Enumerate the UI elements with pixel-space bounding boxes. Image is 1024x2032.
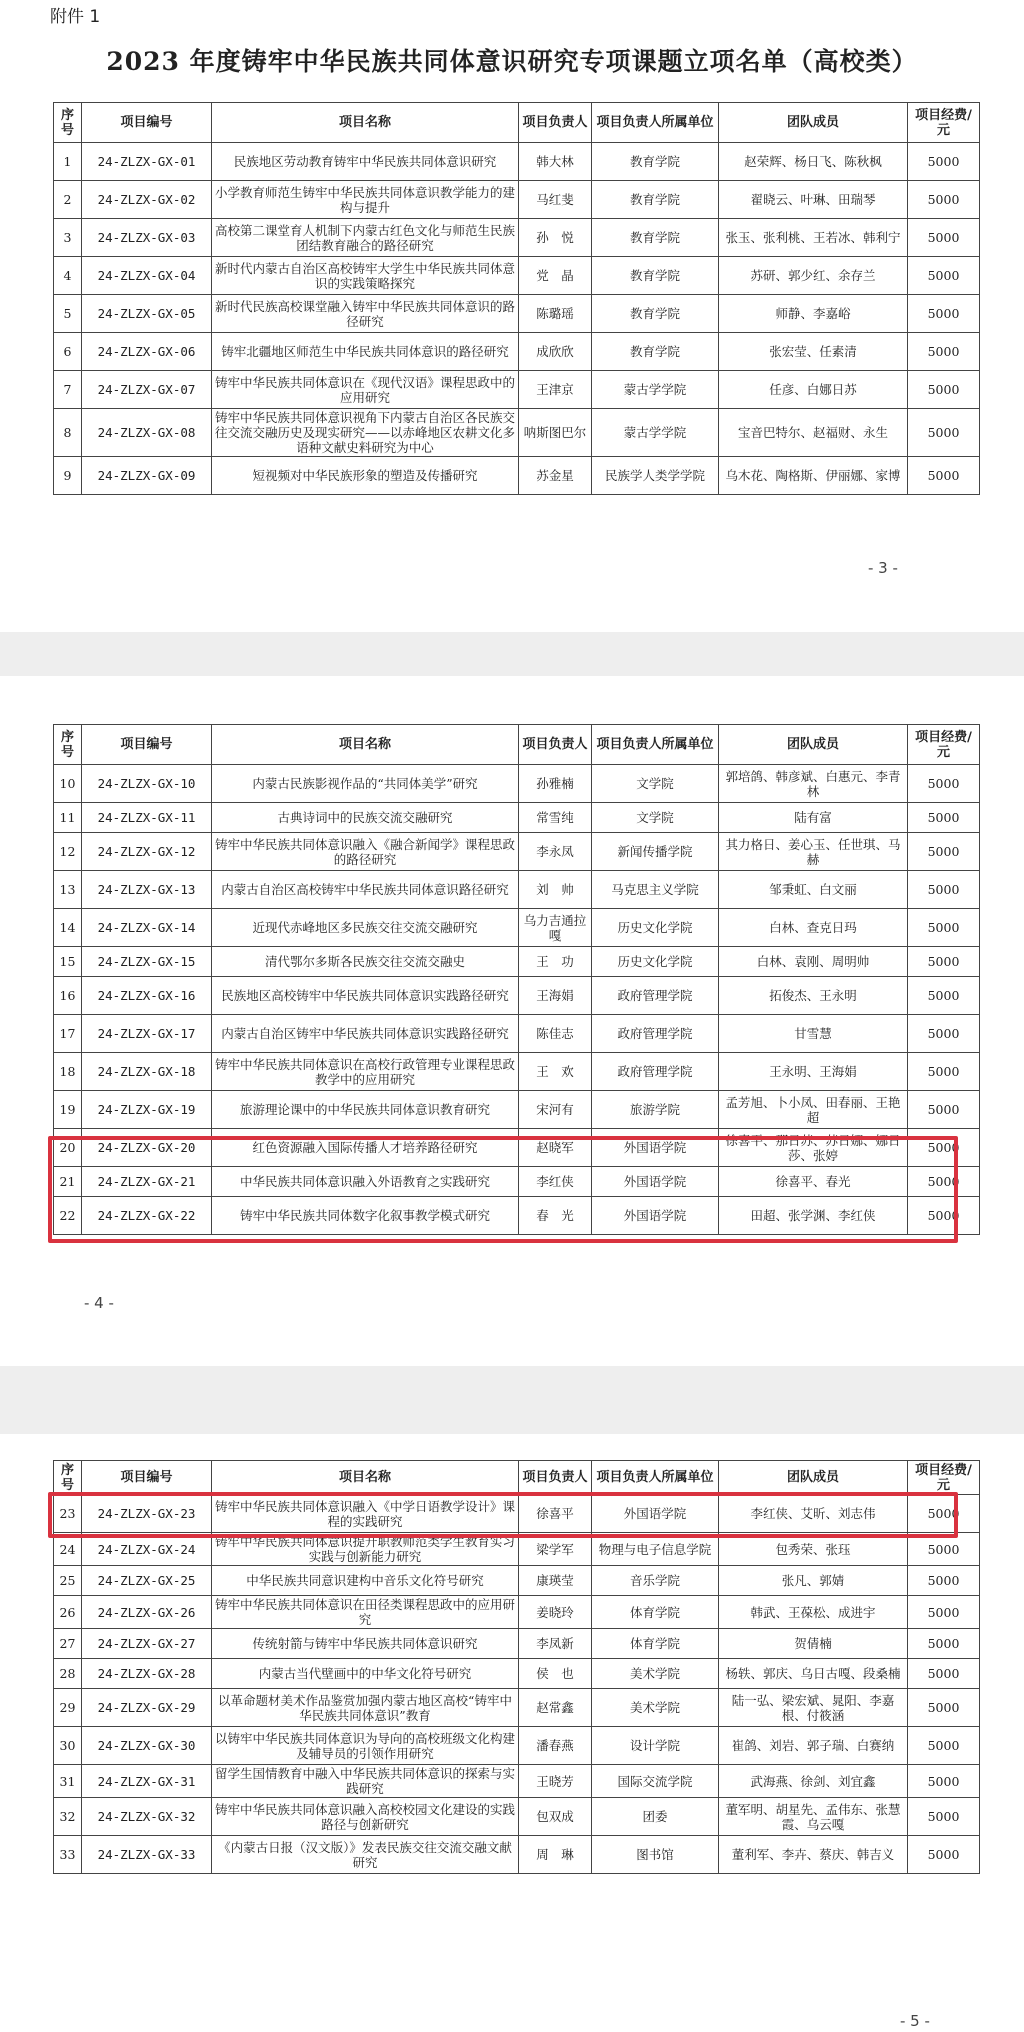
cell-team: 韩武、王葆松、成进宇 <box>719 1596 908 1629</box>
project-table-page-3 <box>53 102 980 495</box>
cell-code: 24-ZLZX-GX-18 <box>82 1053 212 1091</box>
cell-leader: 孙雅楠 <box>519 765 592 803</box>
cell-name: 新时代民族高校课堂融入铸牢中华民族共同体意识的路径研究 <box>212 295 519 333</box>
cell-unit: 体育学院 <box>592 1596 719 1629</box>
cell-unit: 蒙古学学院 <box>592 409 719 457</box>
cell-code: 24-ZLZX-GX-23 <box>82 1495 212 1533</box>
cell-team: 张宏莹、任素清 <box>719 333 908 371</box>
cell-no: 5 <box>54 295 82 333</box>
cell-fund: 5000 <box>908 333 980 371</box>
cell-unit: 民族学人类学学院 <box>592 457 719 495</box>
cell-team: 徐喜平、那日苏、苏日娜、娜日莎、张婷 <box>719 1129 908 1167</box>
cell-code: 24-ZLZX-GX-32 <box>82 1798 212 1836</box>
cell-no: 3 <box>54 219 82 257</box>
cell-code: 24-ZLZX-GX-07 <box>82 371 212 409</box>
cell-fund: 5000 <box>908 257 980 295</box>
cell-unit: 教育学院 <box>592 333 719 371</box>
document-title: 2023 年度铸牢中华民族共同体意识研究专项课题立项名单（高校类） <box>106 47 918 76</box>
cell-fund: 5000 <box>908 181 980 219</box>
cell-leader: 康瑛莹 <box>519 1566 592 1596</box>
cell-unit: 历史文化学院 <box>592 909 719 947</box>
cell-fund: 5000 <box>908 1596 980 1629</box>
cell-leader: 王海娟 <box>519 977 592 1015</box>
header-unit: 项目负责人所属单位 <box>592 103 719 143</box>
cell-no: 21 <box>54 1167 82 1197</box>
cell-unit: 政府管理学院 <box>592 1053 719 1091</box>
table-row <box>54 1596 980 1629</box>
cell-unit: 蒙古学学院 <box>592 371 719 409</box>
cell-fund: 5000 <box>908 909 980 947</box>
cell-fund: 5000 <box>908 1765 980 1798</box>
cell-fund: 5000 <box>908 977 980 1015</box>
table-row <box>54 1836 980 1874</box>
cell-name: 内蒙古当代壁画中的中华文化符号研究 <box>212 1659 519 1689</box>
cell-unit: 教育学院 <box>592 181 719 219</box>
cell-unit: 旅游学院 <box>592 1091 719 1129</box>
cell-code: 24-ZLZX-GX-28 <box>82 1659 212 1689</box>
cell-no: 14 <box>54 909 82 947</box>
cell-name: 民族地区高校铸牢中华民族共同体意识实践路径研究 <box>212 977 519 1015</box>
cell-leader: 韩大林 <box>519 143 592 181</box>
table-header-row <box>54 725 980 765</box>
cell-name: 中华民族共同体意识融入外语教育之实践研究 <box>212 1167 519 1197</box>
cell-unit: 政府管理学院 <box>592 977 719 1015</box>
cell-leader: 党 晶 <box>519 257 592 295</box>
cell-no: 23 <box>54 1495 82 1533</box>
cell-name: 高校第二课堂育人机制下内蒙古红色文化与师范生民族团结教育融合的路径研究 <box>212 219 519 257</box>
cell-no: 18 <box>54 1053 82 1091</box>
cell-team: 赵荣辉、杨日飞、陈秋枫 <box>719 143 908 181</box>
cell-team: 陆一弘、梁宏斌、晁阳、李嘉根、付筱涵 <box>719 1689 908 1727</box>
cell-no: 8 <box>54 409 82 457</box>
header-code: 项目编号 <box>82 103 212 143</box>
cell-code: 24-ZLZX-GX-16 <box>82 977 212 1015</box>
cell-fund: 5000 <box>908 803 980 833</box>
cell-leader: 包双成 <box>519 1798 592 1836</box>
header-fund: 项目经费/元 <box>908 103 980 143</box>
cell-code: 24-ZLZX-GX-01 <box>82 143 212 181</box>
cell-name: 铸牢中华民族共同体意识在高校行政管理专业课程思政教学中的应用研究 <box>212 1053 519 1091</box>
cell-no: 13 <box>54 871 82 909</box>
cell-leader: 王津京 <box>519 371 592 409</box>
cell-unit: 政府管理学院 <box>592 1015 719 1053</box>
cell-team: 白林、查克日玛 <box>719 909 908 947</box>
cell-fund: 5000 <box>908 833 980 871</box>
cell-name: 留学生国情教育中融入中华民族共同体意识的探索与实践研究 <box>212 1765 519 1798</box>
table-row <box>54 143 980 181</box>
cell-team: 武海燕、徐剑、刘宜鑫 <box>719 1765 908 1798</box>
cell-unit: 教育学院 <box>592 143 719 181</box>
cell-no: 11 <box>54 803 82 833</box>
cell-team: 董利军、李卉、蔡庆、韩吉义 <box>719 1836 908 1874</box>
cell-name: 铸牢中华民族共同体意识在《现代汉语》课程思政中的应用研究 <box>212 371 519 409</box>
table-row <box>54 1629 980 1659</box>
cell-name: 传统射箭与铸牢中华民族共同体意识研究 <box>212 1629 519 1659</box>
cell-unit: 文学院 <box>592 765 719 803</box>
cell-code: 24-ZLZX-GX-17 <box>82 1015 212 1053</box>
cell-leader: 王 欢 <box>519 1053 592 1091</box>
cell-no: 6 <box>54 333 82 371</box>
table-row <box>54 295 980 333</box>
table-row <box>54 833 980 871</box>
cell-no: 31 <box>54 1765 82 1798</box>
cell-leader: 周 琳 <box>519 1836 592 1874</box>
cell-team: 徐喜平、春光 <box>719 1167 908 1197</box>
cell-code: 24-ZLZX-GX-26 <box>82 1596 212 1629</box>
cell-fund: 5000 <box>908 1495 980 1533</box>
cell-name: 铸牢北疆地区师范生中华民族共同体意识的路径研究 <box>212 333 519 371</box>
cell-leader: 王晓芳 <box>519 1765 592 1798</box>
table-row <box>54 1765 980 1798</box>
table-row <box>54 1091 980 1129</box>
cell-name: 铸牢中华民族共同体意识融入《中学日语教学设计》课程的实践研究 <box>212 1495 519 1533</box>
table-row <box>54 765 980 803</box>
cell-unit: 外国语学院 <box>592 1167 719 1197</box>
document-page-5 <box>0 1434 1024 2032</box>
cell-name: 近现代赤峰地区多民族交往交流交融研究 <box>212 909 519 947</box>
cell-fund: 5000 <box>908 1798 980 1836</box>
cell-code: 24-ZLZX-GX-03 <box>82 219 212 257</box>
cell-leader: 李红侠 <box>519 1167 592 1197</box>
table-row <box>54 409 980 457</box>
cell-fund: 5000 <box>908 295 980 333</box>
table-row <box>54 219 980 257</box>
cell-unit: 新闻传播学院 <box>592 833 719 871</box>
cell-name: 古典诗词中的民族交流交融研究 <box>212 803 519 833</box>
header-unit: 项目负责人所属单位 <box>592 1461 719 1495</box>
cell-leader: 宋河有 <box>519 1091 592 1129</box>
cell-no: 4 <box>54 257 82 295</box>
cell-fund: 5000 <box>908 947 980 977</box>
cell-no: 30 <box>54 1727 82 1765</box>
cell-code: 24-ZLZX-GX-31 <box>82 1765 212 1798</box>
table-row <box>54 1053 980 1091</box>
cell-no: 25 <box>54 1566 82 1596</box>
cell-unit: 物理与电子信息学院 <box>592 1533 719 1566</box>
cell-code: 24-ZLZX-GX-22 <box>82 1197 212 1235</box>
table-row <box>54 1015 980 1053</box>
cell-leader: 孙 悦 <box>519 219 592 257</box>
cell-fund: 5000 <box>908 219 980 257</box>
header-name: 项目名称 <box>212 725 519 765</box>
header-fund: 项目经费/元 <box>908 725 980 765</box>
cell-unit: 教育学院 <box>592 295 719 333</box>
cell-leader: 呐斯图巴尔 <box>519 409 592 457</box>
cell-code: 24-ZLZX-GX-30 <box>82 1727 212 1765</box>
cell-name: 小学教育师范生铸牢中华民族共同体意识教学能力的建构与提升 <box>212 181 519 219</box>
cell-fund: 5000 <box>908 1629 980 1659</box>
cell-name: 民族地区劳动教育铸牢中华民族共同体意识研究 <box>212 143 519 181</box>
cell-name: 铸牢中华民族共同体数字化叙事教学模式研究 <box>212 1197 519 1235</box>
table-row <box>54 371 980 409</box>
cell-no: 9 <box>54 457 82 495</box>
cell-unit: 历史文化学院 <box>592 947 719 977</box>
cell-leader: 徐喜平 <box>519 1495 592 1533</box>
cell-leader: 李凤新 <box>519 1629 592 1659</box>
cell-code: 24-ZLZX-GX-24 <box>82 1533 212 1566</box>
table-row <box>54 977 980 1015</box>
cell-unit: 文学院 <box>592 803 719 833</box>
cell-unit: 美术学院 <box>592 1659 719 1689</box>
cell-fund: 5000 <box>908 409 980 457</box>
header-no: 序号 <box>54 1461 82 1495</box>
document-page-3 <box>0 0 1024 632</box>
table-row <box>54 333 980 371</box>
cell-name: 新时代内蒙古自治区高校铸牢大学生中华民族共同体意识的实践策略探究 <box>212 257 519 295</box>
table-header-row <box>54 103 980 143</box>
cell-team: 陆有富 <box>719 803 908 833</box>
cell-code: 24-ZLZX-GX-20 <box>82 1129 212 1167</box>
page-separator <box>0 632 1024 676</box>
table-row <box>54 1798 980 1836</box>
cell-unit: 图书馆 <box>592 1836 719 1874</box>
table-row <box>54 1727 980 1765</box>
cell-fund: 5000 <box>908 1689 980 1727</box>
cell-team: 乌木花、陶格斯、伊丽娜、家博 <box>719 457 908 495</box>
cell-no: 16 <box>54 977 82 1015</box>
cell-code: 24-ZLZX-GX-25 <box>82 1566 212 1596</box>
cell-team: 甘雪慧 <box>719 1015 908 1053</box>
cell-team: 董军明、胡星先、孟伟东、张慧霞、乌云嘎 <box>719 1798 908 1836</box>
cell-leader: 赵晓军 <box>519 1129 592 1167</box>
cell-no: 32 <box>54 1798 82 1836</box>
cell-unit: 外国语学院 <box>592 1129 719 1167</box>
cell-no: 26 <box>54 1596 82 1629</box>
cell-team: 贺倩楠 <box>719 1629 908 1659</box>
cell-name: 中华民族共同意识建构中音乐文化符号研究 <box>212 1566 519 1596</box>
header-fund: 项目经费/元 <box>908 1461 980 1495</box>
cell-name: 内蒙古自治区铸牢中华民族共同体意识实践路径研究 <box>212 1015 519 1053</box>
cell-unit: 体育学院 <box>592 1629 719 1659</box>
cell-team: 包秀荣、张珏 <box>719 1533 908 1566</box>
cell-no: 33 <box>54 1836 82 1874</box>
cell-unit: 美术学院 <box>592 1689 719 1727</box>
cell-fund: 5000 <box>908 1566 980 1596</box>
cell-leader: 刘 帅 <box>519 871 592 909</box>
header-leader: 项目负责人 <box>519 725 592 765</box>
cell-leader: 姜晓玲 <box>519 1596 592 1629</box>
cell-team: 白林、袁刚、周明帅 <box>719 947 908 977</box>
cell-fund: 5000 <box>908 1091 980 1129</box>
cell-code: 24-ZLZX-GX-27 <box>82 1629 212 1659</box>
header-leader: 项目负责人 <box>519 103 592 143</box>
cell-unit: 国际交流学院 <box>592 1765 719 1798</box>
page-number: - 3 - <box>868 559 898 577</box>
cell-code: 24-ZLZX-GX-08 <box>82 409 212 457</box>
cell-no: 20 <box>54 1129 82 1167</box>
cell-no: 1 <box>54 143 82 181</box>
cell-no: 7 <box>54 371 82 409</box>
cell-code: 24-ZLZX-GX-14 <box>82 909 212 947</box>
page-separator <box>0 1366 1024 1434</box>
cell-name: 内蒙古自治区高校铸牢中华民族共同体意识路径研究 <box>212 871 519 909</box>
header-no: 序号 <box>54 725 82 765</box>
cell-no: 17 <box>54 1015 82 1053</box>
header-leader: 项目负责人 <box>519 1461 592 1495</box>
table-row <box>54 947 980 977</box>
cell-name: 红色资源融入国际传播人才培养路径研究 <box>212 1129 519 1167</box>
cell-unit: 团委 <box>592 1798 719 1836</box>
cell-team: 孟芳旭、卜小凤、田春丽、王艳超 <box>719 1091 908 1129</box>
header-name: 项目名称 <box>212 1461 519 1495</box>
cell-name: 铸牢中华民族共同体意识在田径类课程思政中的应用研究 <box>212 1596 519 1629</box>
cell-name: 以革命题材美术作品鉴赏加强内蒙古地区高校“铸牢中华民族共同体意识”教育 <box>212 1689 519 1727</box>
cell-code: 24-ZLZX-GX-21 <box>82 1167 212 1197</box>
cell-team: 李红侠、艾昕、刘志伟 <box>719 1495 908 1533</box>
cell-code: 24-ZLZX-GX-19 <box>82 1091 212 1129</box>
cell-no: 22 <box>54 1197 82 1235</box>
page-number: - 5 - <box>900 2012 930 2030</box>
cell-fund: 5000 <box>908 765 980 803</box>
cell-team: 师静、李嘉峪 <box>719 295 908 333</box>
header-team: 团队成员 <box>719 725 908 765</box>
cell-unit: 马克思主义学院 <box>592 871 719 909</box>
cell-fund: 5000 <box>908 1533 980 1566</box>
cell-leader: 李永凤 <box>519 833 592 871</box>
table-row <box>54 1689 980 1727</box>
cell-fund: 5000 <box>908 871 980 909</box>
cell-no: 15 <box>54 947 82 977</box>
cell-fund: 5000 <box>908 1129 980 1167</box>
cell-fund: 5000 <box>908 457 980 495</box>
cell-unit: 外国语学院 <box>592 1197 719 1235</box>
cell-team: 崔鸽、刘岩、郭子瑞、白赛纳 <box>719 1727 908 1765</box>
cell-leader: 梁学军 <box>519 1533 592 1566</box>
table-row <box>54 871 980 909</box>
cell-team: 宝音巴特尔、赵福财、永生 <box>719 409 908 457</box>
cell-code: 24-ZLZX-GX-33 <box>82 1836 212 1874</box>
cell-name: 铸牢中华民族共同体意识视角下内蒙古自治区各民族交往交流交融历史及现实研究——以赤峰地区农耕文化多语种文献史料研究为中心 <box>212 409 519 457</box>
cell-code: 24-ZLZX-GX-13 <box>82 871 212 909</box>
header-name: 项目名称 <box>212 103 519 143</box>
table-body <box>54 1495 980 1874</box>
header-team: 团队成员 <box>719 1461 908 1495</box>
cell-fund: 5000 <box>908 1836 980 1874</box>
cell-code: 24-ZLZX-GX-09 <box>82 457 212 495</box>
cell-unit: 教育学院 <box>592 257 719 295</box>
cell-team: 任彦、白娜日苏 <box>719 371 908 409</box>
cell-leader: 陈佳志 <box>519 1015 592 1053</box>
cell-leader: 苏金星 <box>519 457 592 495</box>
cell-team: 苏研、郭少红、余存兰 <box>719 257 908 295</box>
cell-name: 《内蒙古日报（汉文版）》发表民族交往交流交融文献研究 <box>212 1836 519 1874</box>
cell-no: 27 <box>54 1629 82 1659</box>
cell-no: 29 <box>54 1689 82 1727</box>
cell-no: 12 <box>54 833 82 871</box>
cell-no: 19 <box>54 1091 82 1129</box>
cell-no: 10 <box>54 765 82 803</box>
cell-name: 短视频对中华民族形象的塑造及传播研究 <box>212 457 519 495</box>
attachment-label: 附件 1 <box>50 7 101 27</box>
cell-team: 张凡、郭婧 <box>719 1566 908 1596</box>
header-no: 序号 <box>54 103 82 143</box>
cell-unit: 音乐学院 <box>592 1566 719 1596</box>
cell-team: 王永明、王海娟 <box>719 1053 908 1091</box>
cell-fund: 5000 <box>908 1167 980 1197</box>
cell-name: 铸牢中华民族共同体意识融入《融合新闻学》课程思政的路径研究 <box>212 833 519 871</box>
table-row <box>54 1659 980 1689</box>
cell-fund: 5000 <box>908 1053 980 1091</box>
cell-code: 24-ZLZX-GX-11 <box>82 803 212 833</box>
cell-unit: 教育学院 <box>592 219 719 257</box>
header-code: 项目编号 <box>82 725 212 765</box>
cell-code: 24-ZLZX-GX-15 <box>82 947 212 977</box>
cell-name: 铸牢中华民族共同体意识融入高校校园文化建设的实践路径与创新研究 <box>212 1798 519 1836</box>
cell-team: 张玉、张利桃、王若冰、韩利宁 <box>719 219 908 257</box>
highlight-box <box>48 1136 958 1243</box>
table-row <box>54 181 980 219</box>
cell-code: 24-ZLZX-GX-12 <box>82 833 212 871</box>
cell-leader: 王 功 <box>519 947 592 977</box>
table-row <box>54 457 980 495</box>
document-page-4 <box>0 676 1024 1366</box>
cell-unit: 设计学院 <box>592 1727 719 1765</box>
cell-leader: 马红斐 <box>519 181 592 219</box>
cell-no: 24 <box>54 1533 82 1566</box>
header-team: 团队成员 <box>719 103 908 143</box>
cell-fund: 5000 <box>908 371 980 409</box>
cell-team: 杨轶、郭庆、乌日古嘎、段桑楠 <box>719 1659 908 1689</box>
cell-team: 邹秉虹、白文丽 <box>719 871 908 909</box>
cell-name: 铸牢中华民族共同体意识提升职教师范类学生教育实习实践与创新能力研究 <box>212 1533 519 1566</box>
cell-name: 以铸牢中华民族共同体意识为导向的高校班级文化构建及辅导员的引领作用研究 <box>212 1727 519 1765</box>
cell-leader: 春 光 <box>519 1197 592 1235</box>
cell-leader: 陈璐瑶 <box>519 295 592 333</box>
header-unit: 项目负责人所属单位 <box>592 725 719 765</box>
cell-no: 2 <box>54 181 82 219</box>
cell-team: 其力格日、姜心玉、任世琪、马赫 <box>719 833 908 871</box>
cell-no: 28 <box>54 1659 82 1689</box>
cell-fund: 5000 <box>908 143 980 181</box>
cell-name: 旅游理论课中的中华民族共同体意识教育研究 <box>212 1091 519 1129</box>
cell-code: 24-ZLZX-GX-29 <box>82 1689 212 1727</box>
cell-unit: 外国语学院 <box>592 1495 719 1533</box>
cell-fund: 5000 <box>908 1727 980 1765</box>
cell-fund: 5000 <box>908 1197 980 1235</box>
cell-code: 24-ZLZX-GX-06 <box>82 333 212 371</box>
cell-code: 24-ZLZX-GX-10 <box>82 765 212 803</box>
cell-team: 拓俊杰、王永明 <box>719 977 908 1015</box>
cell-fund: 5000 <box>908 1659 980 1689</box>
cell-leader: 成欣欣 <box>519 333 592 371</box>
cell-leader: 潘春燕 <box>519 1727 592 1765</box>
table-header-row <box>54 1461 980 1495</box>
table-row <box>54 909 980 947</box>
cell-team: 田超、张学渊、李红侠 <box>719 1197 908 1235</box>
cell-leader: 侯 也 <box>519 1659 592 1689</box>
header-code: 项目编号 <box>82 1461 212 1495</box>
cell-leader: 常雪纯 <box>519 803 592 833</box>
highlight-box <box>48 1492 958 1538</box>
table-row <box>54 1566 980 1596</box>
cell-name: 清代鄂尔多斯各民族交往交流交融史 <box>212 947 519 977</box>
table-row <box>54 257 980 295</box>
cell-leader: 乌力吉通拉嘎 <box>519 909 592 947</box>
table-body <box>54 143 980 495</box>
cell-team: 翟晓云、叶琳、田瑞琴 <box>719 181 908 219</box>
cell-code: 24-ZLZX-GX-02 <box>82 181 212 219</box>
table-row <box>54 803 980 833</box>
cell-code: 24-ZLZX-GX-04 <box>82 257 212 295</box>
page-number: - 4 - <box>84 1294 114 1312</box>
cell-fund: 5000 <box>908 1015 980 1053</box>
cell-leader: 赵常鑫 <box>519 1689 592 1727</box>
cell-name: 内蒙古民族影视作品的“共同体美学”研究 <box>212 765 519 803</box>
cell-team: 郭培鸽、韩彦斌、白惠元、李青林 <box>719 765 908 803</box>
cell-code: 24-ZLZX-GX-05 <box>82 295 212 333</box>
